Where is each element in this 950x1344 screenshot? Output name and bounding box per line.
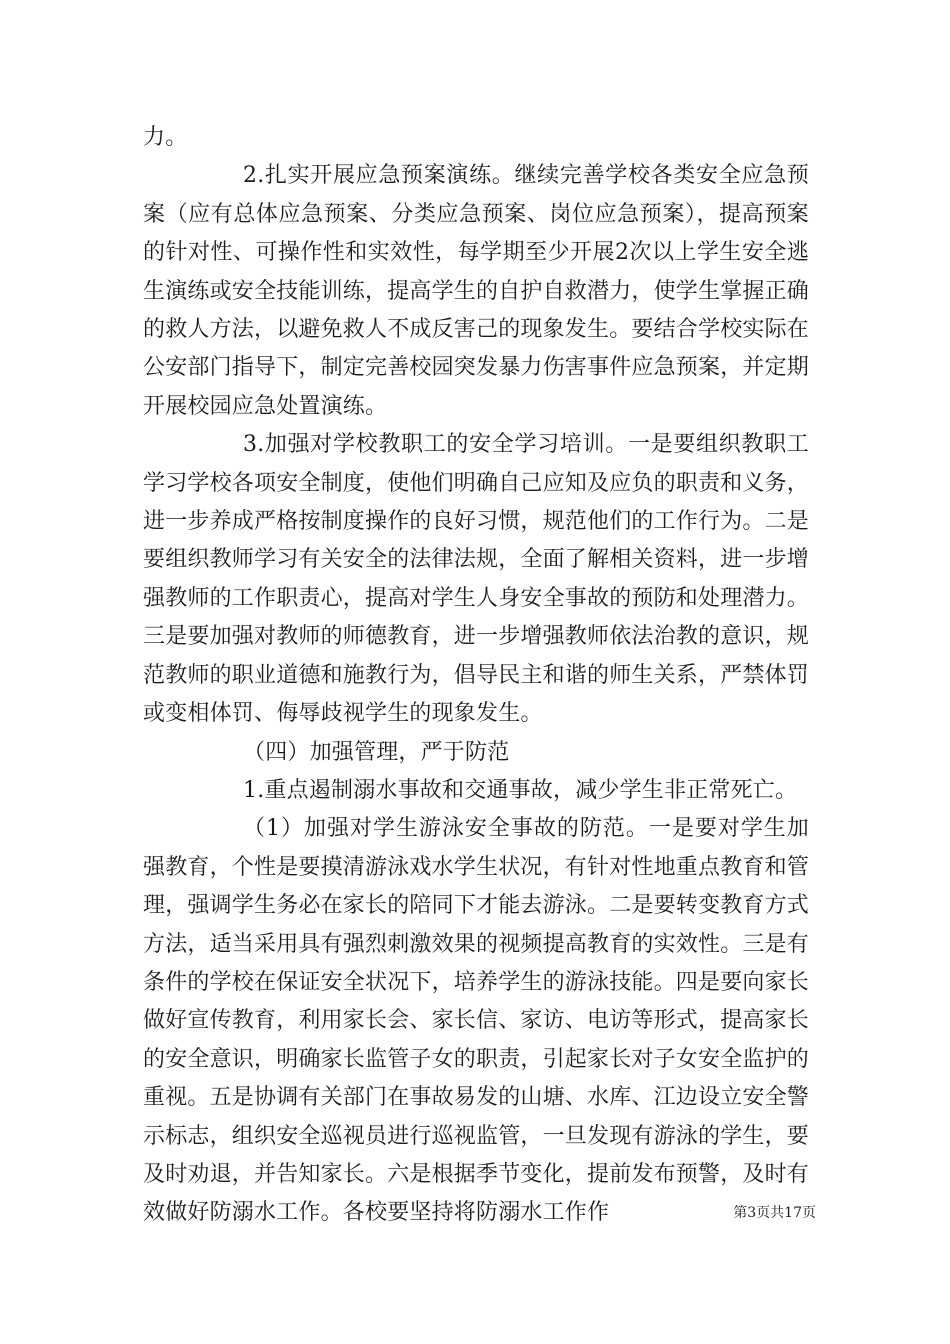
subsection-heading: 1.重点遏制溺水事故和交通事故，减少学生非正常死亡。 <box>243 777 798 803</box>
paragraph-swimming-safety: （1）加强对学生游泳安全事故的防范。一是要对学生加强教育，个性是要摸清游泳戏水学生状况，有针对性地重点教育和管理，强调学生务必在家长的陪同下才能去游泳。二是要转变教育方式方法，适当采用具有强烈刺激效果的视频提高教育的实效性。三是有条件的学校在保证安全状况下，培养学生的游泳技能。四是要向家长做好宣传教育，利用家长会、家长信、家访、电访等形式，提高家长的安全意识，明确家长监管子女的职责，引起家长对子女安全监护的重视。五是协调有关部门在事故易发的山塘、水库、江边设立安全警示标志，组织安全巡视员进行巡视监管，一旦发现有游泳的学生，要及时劝退，并告知家长。六是根据季节变化，提前发布预警，及时有效做好防溺水工作。各校要坚持将防溺水工作作 <box>143 816 810 1226</box>
document-body <box>143 119 809 1233</box>
section-heading: （四）加强管理，严于防范 <box>243 739 510 765</box>
paragraph-emergency-drill: 2.扎实开展应急预案演练。继续完善学校各类安全应急预案（应有总体应急预案、分类应急预案、岗位应急预案），提高预案的针对性、可操作性和实效性，每学期至少开展2次以上学生安全逃生演练或安全技能训练，提高学生的自护自救潜力，使学生掌握正确的救人方法，以避免救人不成反害己的现象发生。要结合学校实际在公安部门指导下，制定完善校园突发暴力伤害事件应急预案，并定期开展校园应急处置演练。 <box>143 163 810 419</box>
paragraph-continuation: 力。 <box>143 125 188 150</box>
page-number: 第3页共17页 <box>733 1205 816 1221</box>
paragraph-staff-training: 3.加强对学校教职工的安全学习培训。一是要组织教职工学习学校各项安全制度，使他们明确自己应知及应负的职责和义务，进一步养成严格按制度操作的良好习惯，规范他们的工作行为。二是要组织教师学习有关安全的法律法规，全面了解相关资料，进一步增强教师的工作职责心，提高对学生人身安全事故的预防和处理潜力。三是要加强对教师的师德教育，进一步增强教师依法治教的意识，规范教师的职业道德和施教行为，倡导民主和谐的师生关系，严禁体罚或变相体罚、侮辱歧视学生的现象发生。 <box>143 432 810 727</box>
